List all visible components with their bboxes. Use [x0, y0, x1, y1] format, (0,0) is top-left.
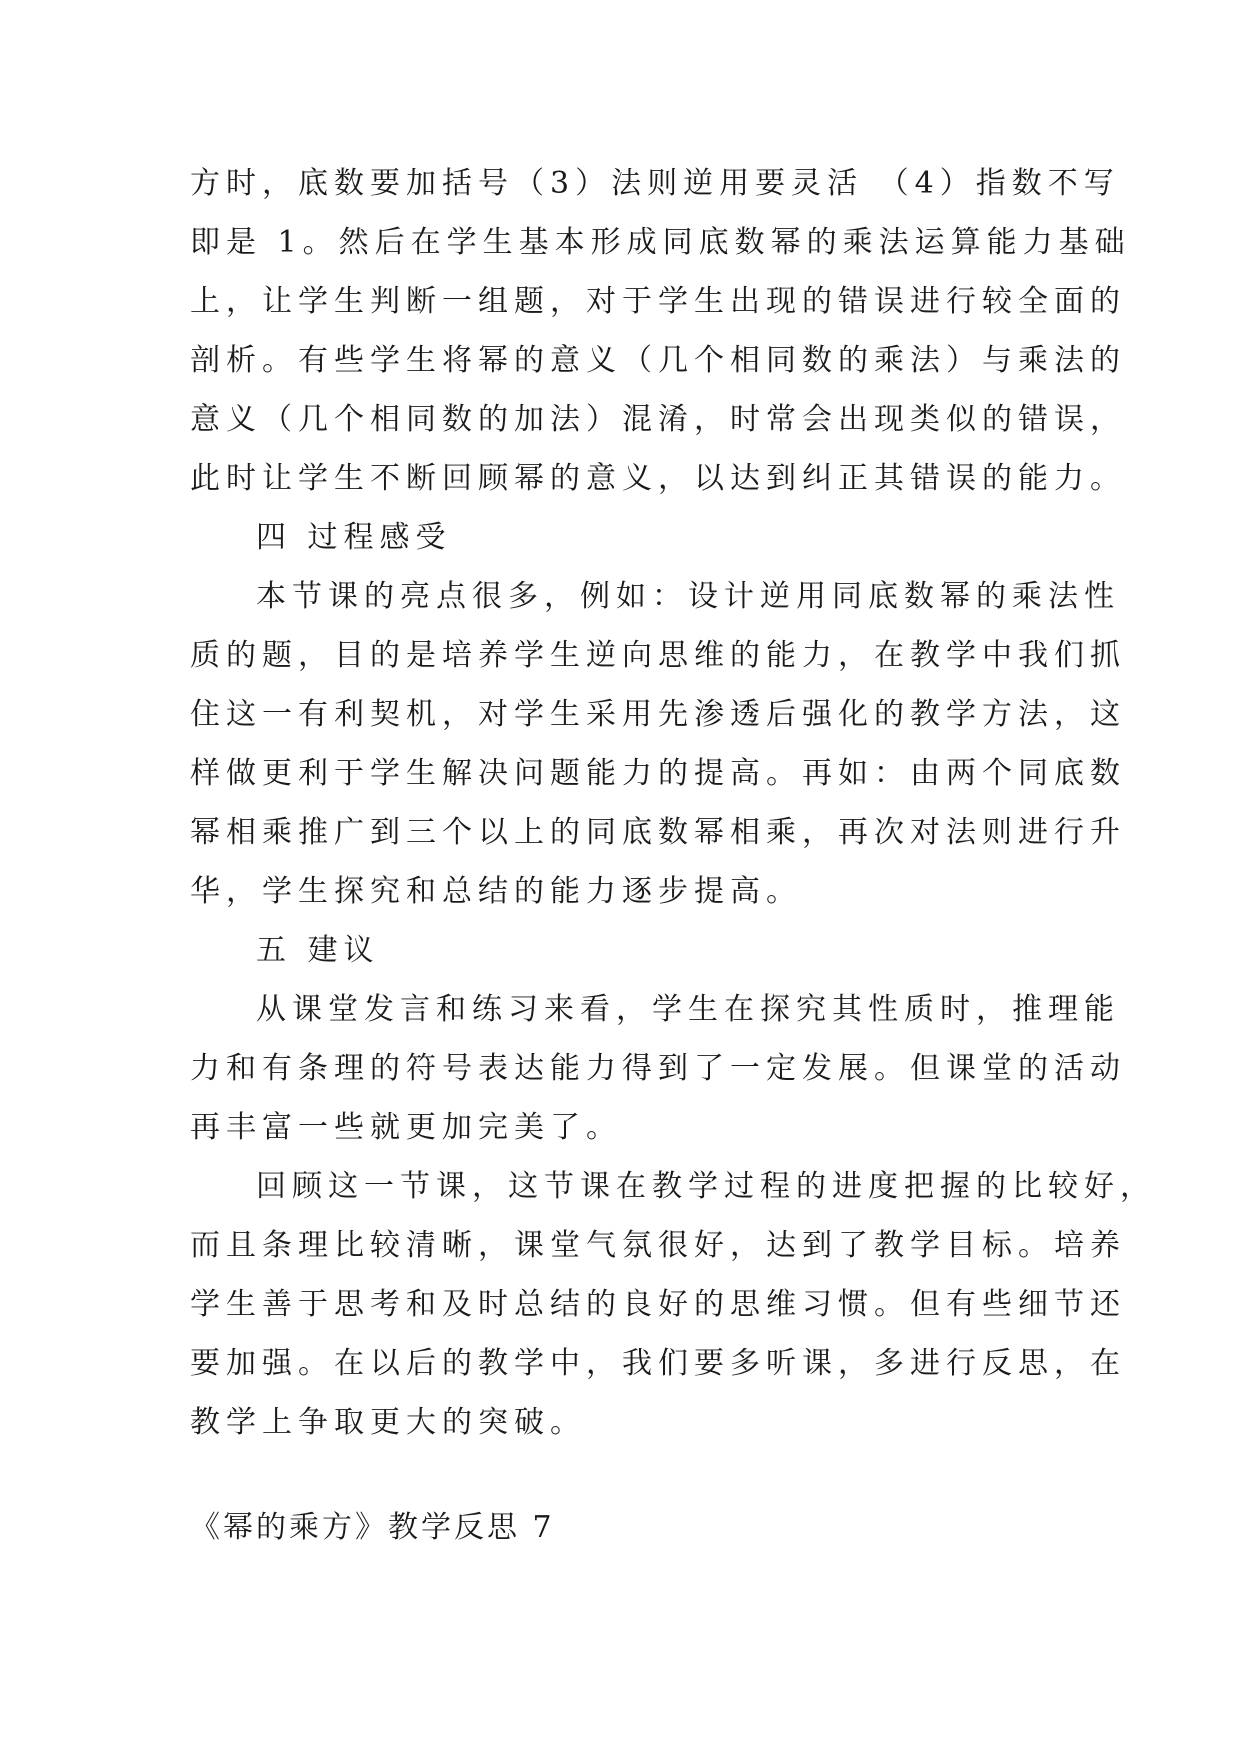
- paragraph-line: 意义（几个相同数的加法）混淆，时常会出现类似的错误，: [190, 402, 1126, 437]
- paragraph-line: 而且条理比较清晰，课堂气氛很好，达到了教学目标。培养: [190, 1228, 1126, 1263]
- section-heading: 五 建议: [256, 933, 380, 968]
- paragraph-line: 教学上争取更大的突破。: [190, 1405, 586, 1440]
- paragraph-line: 上，让学生判断一组题，对于学生出现的错误进行较全面的: [190, 284, 1126, 319]
- paragraph-line: 剖析。有些学生将幂的意义（几个相同数的乘法）与乘法的: [190, 343, 1126, 378]
- paragraph-line: 此时让学生不断回顾幂的意义，以达到纠正其错误的能力。: [190, 461, 1126, 496]
- paragraph-line: 幂相乘推广到三个以上的同底数幂相乘，再次对法则进行升: [190, 815, 1126, 850]
- paragraph-line: 华，学生探究和总结的能力逐步提高。: [190, 874, 802, 909]
- paragraph-line: 即是 1。然后在学生基本形成同底数幂的乘法运算能力基础: [190, 225, 1131, 260]
- paragraph-line: 回顾这一节课，这节课在教学过程的进度把握的比较好，: [256, 1169, 1156, 1204]
- paragraph-line: 力和有条理的符号表达能力得到了一定发展。但课堂的活动: [190, 1051, 1126, 1086]
- article-title: 《幂的乘方》教学反思 7: [190, 1510, 555, 1545]
- paragraph-line: 住这一有利契机，对学生采用先渗透后强化的教学方法，这: [190, 697, 1126, 732]
- paragraph-line: 从课堂发言和练习来看，学生在探究其性质时，推理能: [256, 992, 1120, 1027]
- paragraph-line: 再丰富一些就更加完美了。: [190, 1110, 622, 1145]
- paragraph-line: 要加强。在以后的教学中，我们要多听课，多进行反思，在: [190, 1346, 1126, 1381]
- paragraph-line: 质的题，目的是培养学生逆向思维的能力，在教学中我们抓: [190, 638, 1126, 673]
- section-heading: 四 过程感受: [256, 520, 452, 555]
- paragraph-line: 本节课的亮点很多，例如：设计逆用同底数幂的乘法性: [256, 579, 1120, 614]
- paragraph-line: 样做更利于学生解决问题能力的提高。再如：由两个同底数: [190, 756, 1126, 791]
- paragraph-line: 学生善于思考和及时总结的良好的思维习惯。但有些细节还: [190, 1287, 1126, 1322]
- paragraph-line: 方时，底数要加括号（3）法则逆用要灵活 （4）指数不写: [190, 166, 1120, 201]
